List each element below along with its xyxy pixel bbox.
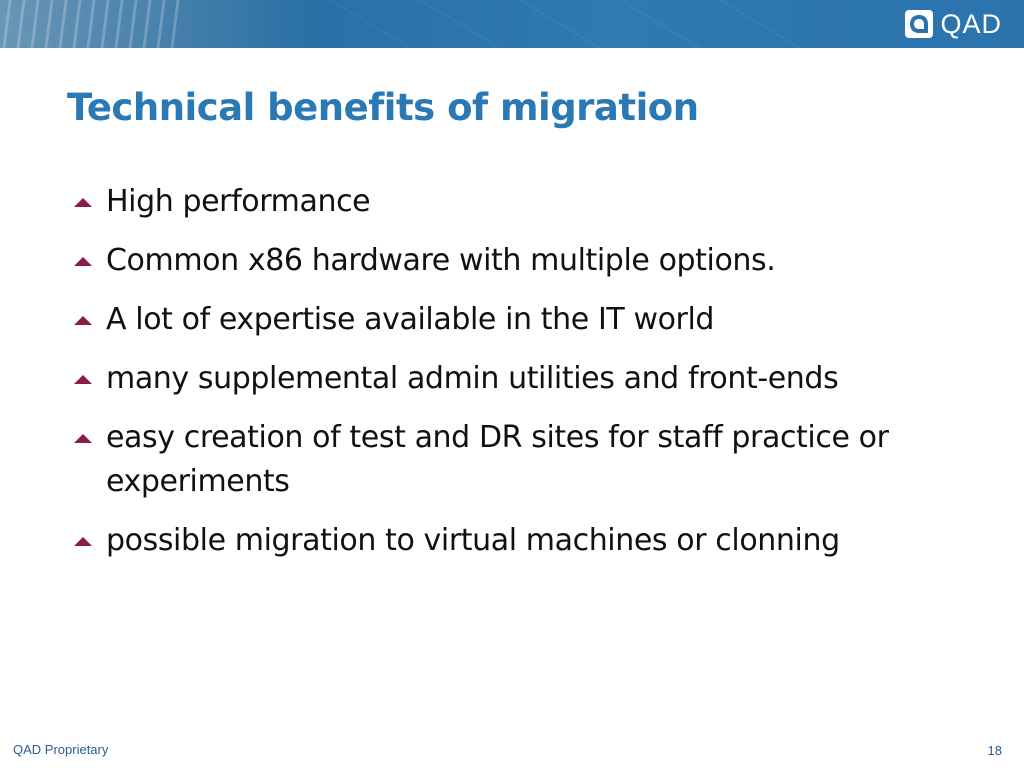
triangle-up-icon (74, 375, 92, 384)
bullet-item (72, 239, 952, 283)
logo-text: QAD (940, 9, 1002, 39)
slide-title: Technical benefits of migration (67, 86, 699, 129)
triangle-up-icon (74, 537, 92, 546)
triangle-up-icon (74, 316, 92, 325)
banner-texture (0, 0, 1024, 48)
bullet-item (72, 298, 952, 342)
bullet-item (72, 357, 952, 401)
triangle-up-icon (74, 434, 92, 443)
page-number: 18 (987, 743, 1002, 758)
bullet-item (72, 416, 952, 504)
footer-proprietary-label: QAD Proprietary (13, 742, 109, 757)
bullet-text: many supplemental admin utilities and front-ends (106, 361, 839, 396)
triangle-up-icon (74, 257, 92, 266)
qad-logo-icon (904, 9, 934, 39)
triangle-up-icon (74, 198, 92, 207)
bullet-text: High performance (106, 184, 371, 219)
bullet-text: easy creation of test and DR sites for staff practice or experiments (106, 420, 889, 499)
bullet-list (72, 180, 952, 578)
header-banner (0, 0, 1024, 48)
qad-logo (904, 9, 1002, 39)
bullet-item (72, 519, 952, 563)
bullet-text: Common x86 hardware with multiple options. (106, 243, 776, 278)
bullet-text: possible migration to virtual machines or clonning (106, 523, 840, 558)
bullet-text: A lot of expertise available in the IT world (106, 302, 715, 337)
bullet-item (72, 180, 952, 224)
